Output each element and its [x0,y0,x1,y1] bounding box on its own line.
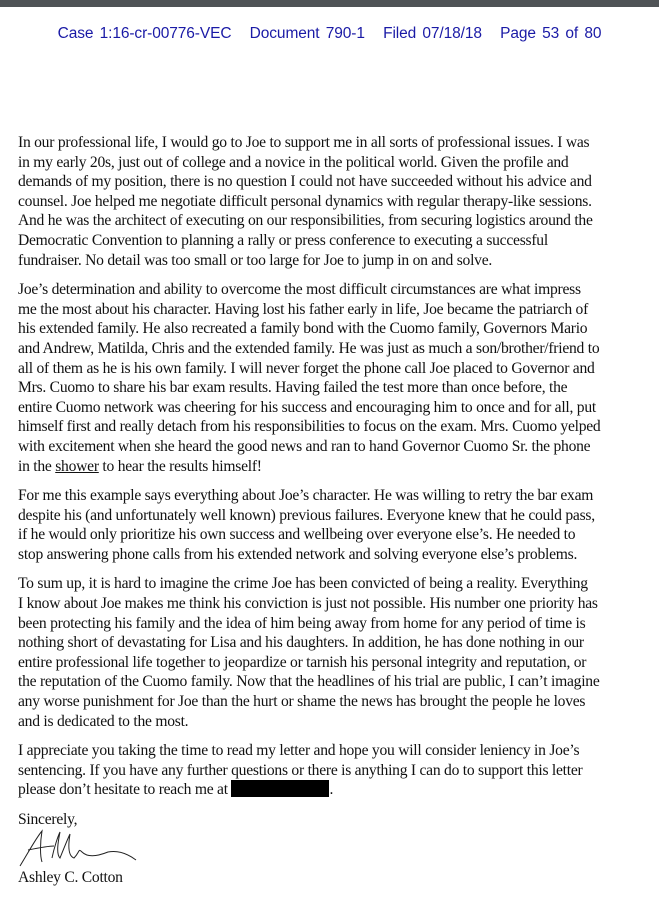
filed-date: Filed 07/18/18 [383,25,482,42]
paragraph-2: Joe’s determination and ability to overcome the most difficult circumstances are what impress me the most about his character. Having lost his father early in life, Joe became the patriarch of his extended family. He also recreated a family bond with the Cuomo family, Governors Mario and Andrew, Matilda, Chris and the extended family. He was just as much a son/brother/friend to all of them as he is his own family. I will never forget the phone call Joe placed to Governor and Mrs. Cuomo to share his bar exam results. Having failed the test more than once before, the entire Cuomo network was cheering for his success and encouraging him to once and for all, put himself first and really detach from his responsibilities to focus on the exam. Mrs. Cuomo yelped with excitement when she heard the good news and ran to hand Governor Cuomo Sr. the phone in the shower to hear the results himself! [18,281,601,475]
court-filing-header [0,25,659,43]
page-number: Page 53 of 80 [500,25,602,42]
viewer-top-bar [0,0,659,7]
underlined-word: shower [55,457,99,475]
signature-image [18,828,148,868]
document-number: Document 790-1 [249,25,365,42]
case-number: Case 1:16-cr-00776-VEC [57,25,232,42]
paragraph-4: To sum up, it is hard to imagine the crime Joe has been convicted of being a reality. Everything I know about Joe makes me think his conviction is just not possible. His number one priority has been protecting his family and the idea of him being away from home for any period of time is nothing short of devastating for Lisa and his daughters. In addition, he has done nothing in our entire professional life together to jeopardize or tarnish his personal integrity and reputation, or the reputation of the Cuomo family. Now that the headlines of his trial are public, I can’t imagine any worse punishment for Joe than the hurt or shame the news has brought the people he loves and is dedicated to the most. [18,575,600,730]
signer-name: Ashley C. Cotton [18,868,123,886]
paragraph-1: In our professional life, I would go to Joe to support me in all sorts of professional issues. I was in my early 20s, just out of college and a novice in the political world. Given the profile and demands of my position, there is no question I could not have succeeded without his advice and counsel. Joe helped me negotiate difficult personal dynamics with regular therapy-like sessions. And he was the architect of executing on our responsibilities, from securing logistics around the Democratic Convention to planning a rally or press conference to executing a successful fundraiser. No detail was too small or too large for Joe to jump in on and solve. [18,134,593,269]
letter-body [18,133,650,897]
paragraph-3: For me this example says everything about Joe’s character. He was willing to retry the bar exam despite his (and unfortunately well known) previous failures. Everyone knew that he could pass, if he would only prioritize his own success and wellbeing over everyone else’s. He needed to stop answering phone calls from his extended network and solving everyone else’s problems. [18,487,595,563]
closing: Sincerely, [18,811,78,828]
redaction-box [231,780,329,797]
paragraph-5: I appreciate you taking the time to read my letter and hope you will consider leniency in Joe’s sentencing. If you have any further questions or there is anything I can do to support this letter please don’t hesitate to reach me at . [18,742,583,799]
